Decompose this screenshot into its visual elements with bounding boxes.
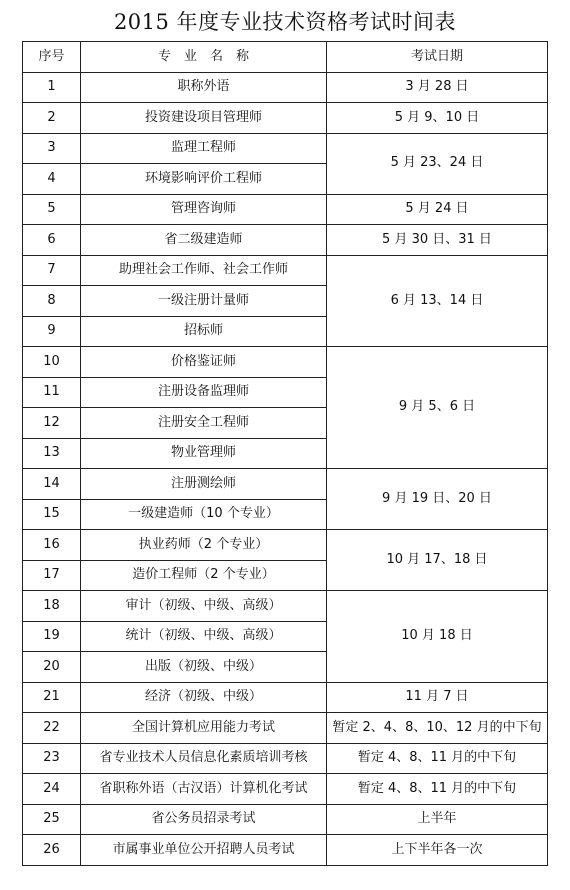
exam-date: 5 月 23、24 日 — [327, 133, 548, 194]
exam-name: 一级注册计量师 — [81, 286, 327, 317]
exam-name: 执业药师（2 个专业） — [81, 530, 327, 561]
exam-name: 注册设备监理师 — [81, 377, 327, 408]
row-number: 17 — [23, 560, 81, 591]
row-number: 16 — [23, 530, 81, 561]
table-row — [23, 72, 548, 103]
exam-name: 职称外语 — [81, 72, 327, 103]
row-number: 23 — [23, 743, 81, 774]
exam-date: 6 月 13、14 日 — [327, 255, 548, 347]
row-number: 5 — [23, 194, 81, 225]
exam-name: 审计（初级、中级、高级） — [81, 591, 327, 622]
table-header-row — [23, 42, 548, 73]
exam-date: 9 月 19 日、20 日 — [327, 469, 548, 530]
row-number: 9 — [23, 316, 81, 347]
table-row — [23, 682, 548, 713]
exam-name: 省公务员招录考试 — [81, 804, 327, 835]
exam-date: 暂定 4、8、11 月的中下旬 — [327, 743, 548, 774]
exam-name: 市属事业单位公开招聘人员考试 — [81, 835, 327, 866]
exam-name: 投资建设项目管理师 — [81, 103, 327, 134]
row-number: 8 — [23, 286, 81, 317]
header-date: 考试日期 — [327, 42, 548, 73]
row-number: 20 — [23, 652, 81, 683]
row-number: 14 — [23, 469, 81, 500]
row-number: 13 — [23, 438, 81, 469]
table-row — [23, 133, 548, 164]
header-no: 序号 — [23, 42, 81, 73]
table-row — [23, 804, 548, 835]
row-number: 10 — [23, 347, 81, 378]
row-number: 21 — [23, 682, 81, 713]
exam-date: 3 月 28 日 — [327, 72, 548, 103]
exam-name: 出版（初级、中级） — [81, 652, 327, 683]
exam-date: 10 月 17、18 日 — [327, 530, 548, 591]
row-number: 2 — [23, 103, 81, 134]
exam-name: 注册测绘师 — [81, 469, 327, 500]
table-row — [23, 530, 548, 561]
row-number: 24 — [23, 774, 81, 805]
exam-name: 监理工程师 — [81, 133, 327, 164]
row-number: 6 — [23, 225, 81, 256]
exam-name: 造价工程师（2 个专业） — [81, 560, 327, 591]
table-row — [23, 591, 548, 622]
row-number: 18 — [23, 591, 81, 622]
exam-date: 10 月 18 日 — [327, 591, 548, 683]
row-number: 26 — [23, 835, 81, 866]
table-body — [23, 72, 548, 865]
exam-date: 5 月 24 日 — [327, 194, 548, 225]
exam-date: 暂定 2、4、8、10、12 月的中下旬 — [327, 713, 548, 744]
exam-date: 9 月 5、6 日 — [327, 347, 548, 469]
table-row — [23, 225, 548, 256]
exam-name: 省专业技术人员信息化素质培训考核 — [81, 743, 327, 774]
row-number: 3 — [23, 133, 81, 164]
row-number: 4 — [23, 164, 81, 195]
exam-name: 一级建造师（10 个专业） — [81, 499, 327, 530]
table-row — [23, 774, 548, 805]
exam-name: 环境影响评价工程师 — [81, 164, 327, 195]
row-number: 25 — [23, 804, 81, 835]
row-number: 7 — [23, 255, 81, 286]
table-row — [23, 347, 548, 378]
exam-name: 招标师 — [81, 316, 327, 347]
table-row — [23, 743, 548, 774]
exam-name: 省二级建造师 — [81, 225, 327, 256]
row-number: 12 — [23, 408, 81, 439]
exam-date: 上下半年各一次 — [327, 835, 548, 866]
exam-name: 注册安全工程师 — [81, 408, 327, 439]
exam-date: 5 月 9、10 日 — [327, 103, 548, 134]
exam-date: 5 月 30 日、31 日 — [327, 225, 548, 256]
table-row — [23, 713, 548, 744]
exam-name: 经济（初级、中级） — [81, 682, 327, 713]
exam-date: 上半年 — [327, 804, 548, 835]
exam-name: 统计（初级、中级、高级） — [81, 621, 327, 652]
exam-name: 助理社会工作师、社会工作师 — [81, 255, 327, 286]
row-number: 19 — [23, 621, 81, 652]
table-row — [23, 255, 548, 286]
exam-name: 管理咨询师 — [81, 194, 327, 225]
table-row — [23, 194, 548, 225]
row-number: 1 — [23, 72, 81, 103]
header-name: 专 业 名 称 — [81, 42, 327, 73]
page-title: 2015 年度专业技术资格考试时间表 — [113, 10, 457, 34]
table-row — [23, 835, 548, 866]
exam-name: 省职称外语（古汉语）计算机化考试 — [81, 774, 327, 805]
exam-date: 暂定 4、8、11 月的中下旬 — [327, 774, 548, 805]
table-row — [23, 469, 548, 500]
row-number: 11 — [23, 377, 81, 408]
exam-schedule-table — [22, 41, 548, 866]
exam-date: 11 月 7 日 — [327, 682, 548, 713]
table-row — [23, 103, 548, 134]
row-number: 15 — [23, 499, 81, 530]
exam-name: 全国计算机应用能力考试 — [81, 713, 327, 744]
exam-name: 物业管理师 — [81, 438, 327, 469]
exam-name: 价格鉴证师 — [81, 347, 327, 378]
row-number: 22 — [23, 713, 81, 744]
